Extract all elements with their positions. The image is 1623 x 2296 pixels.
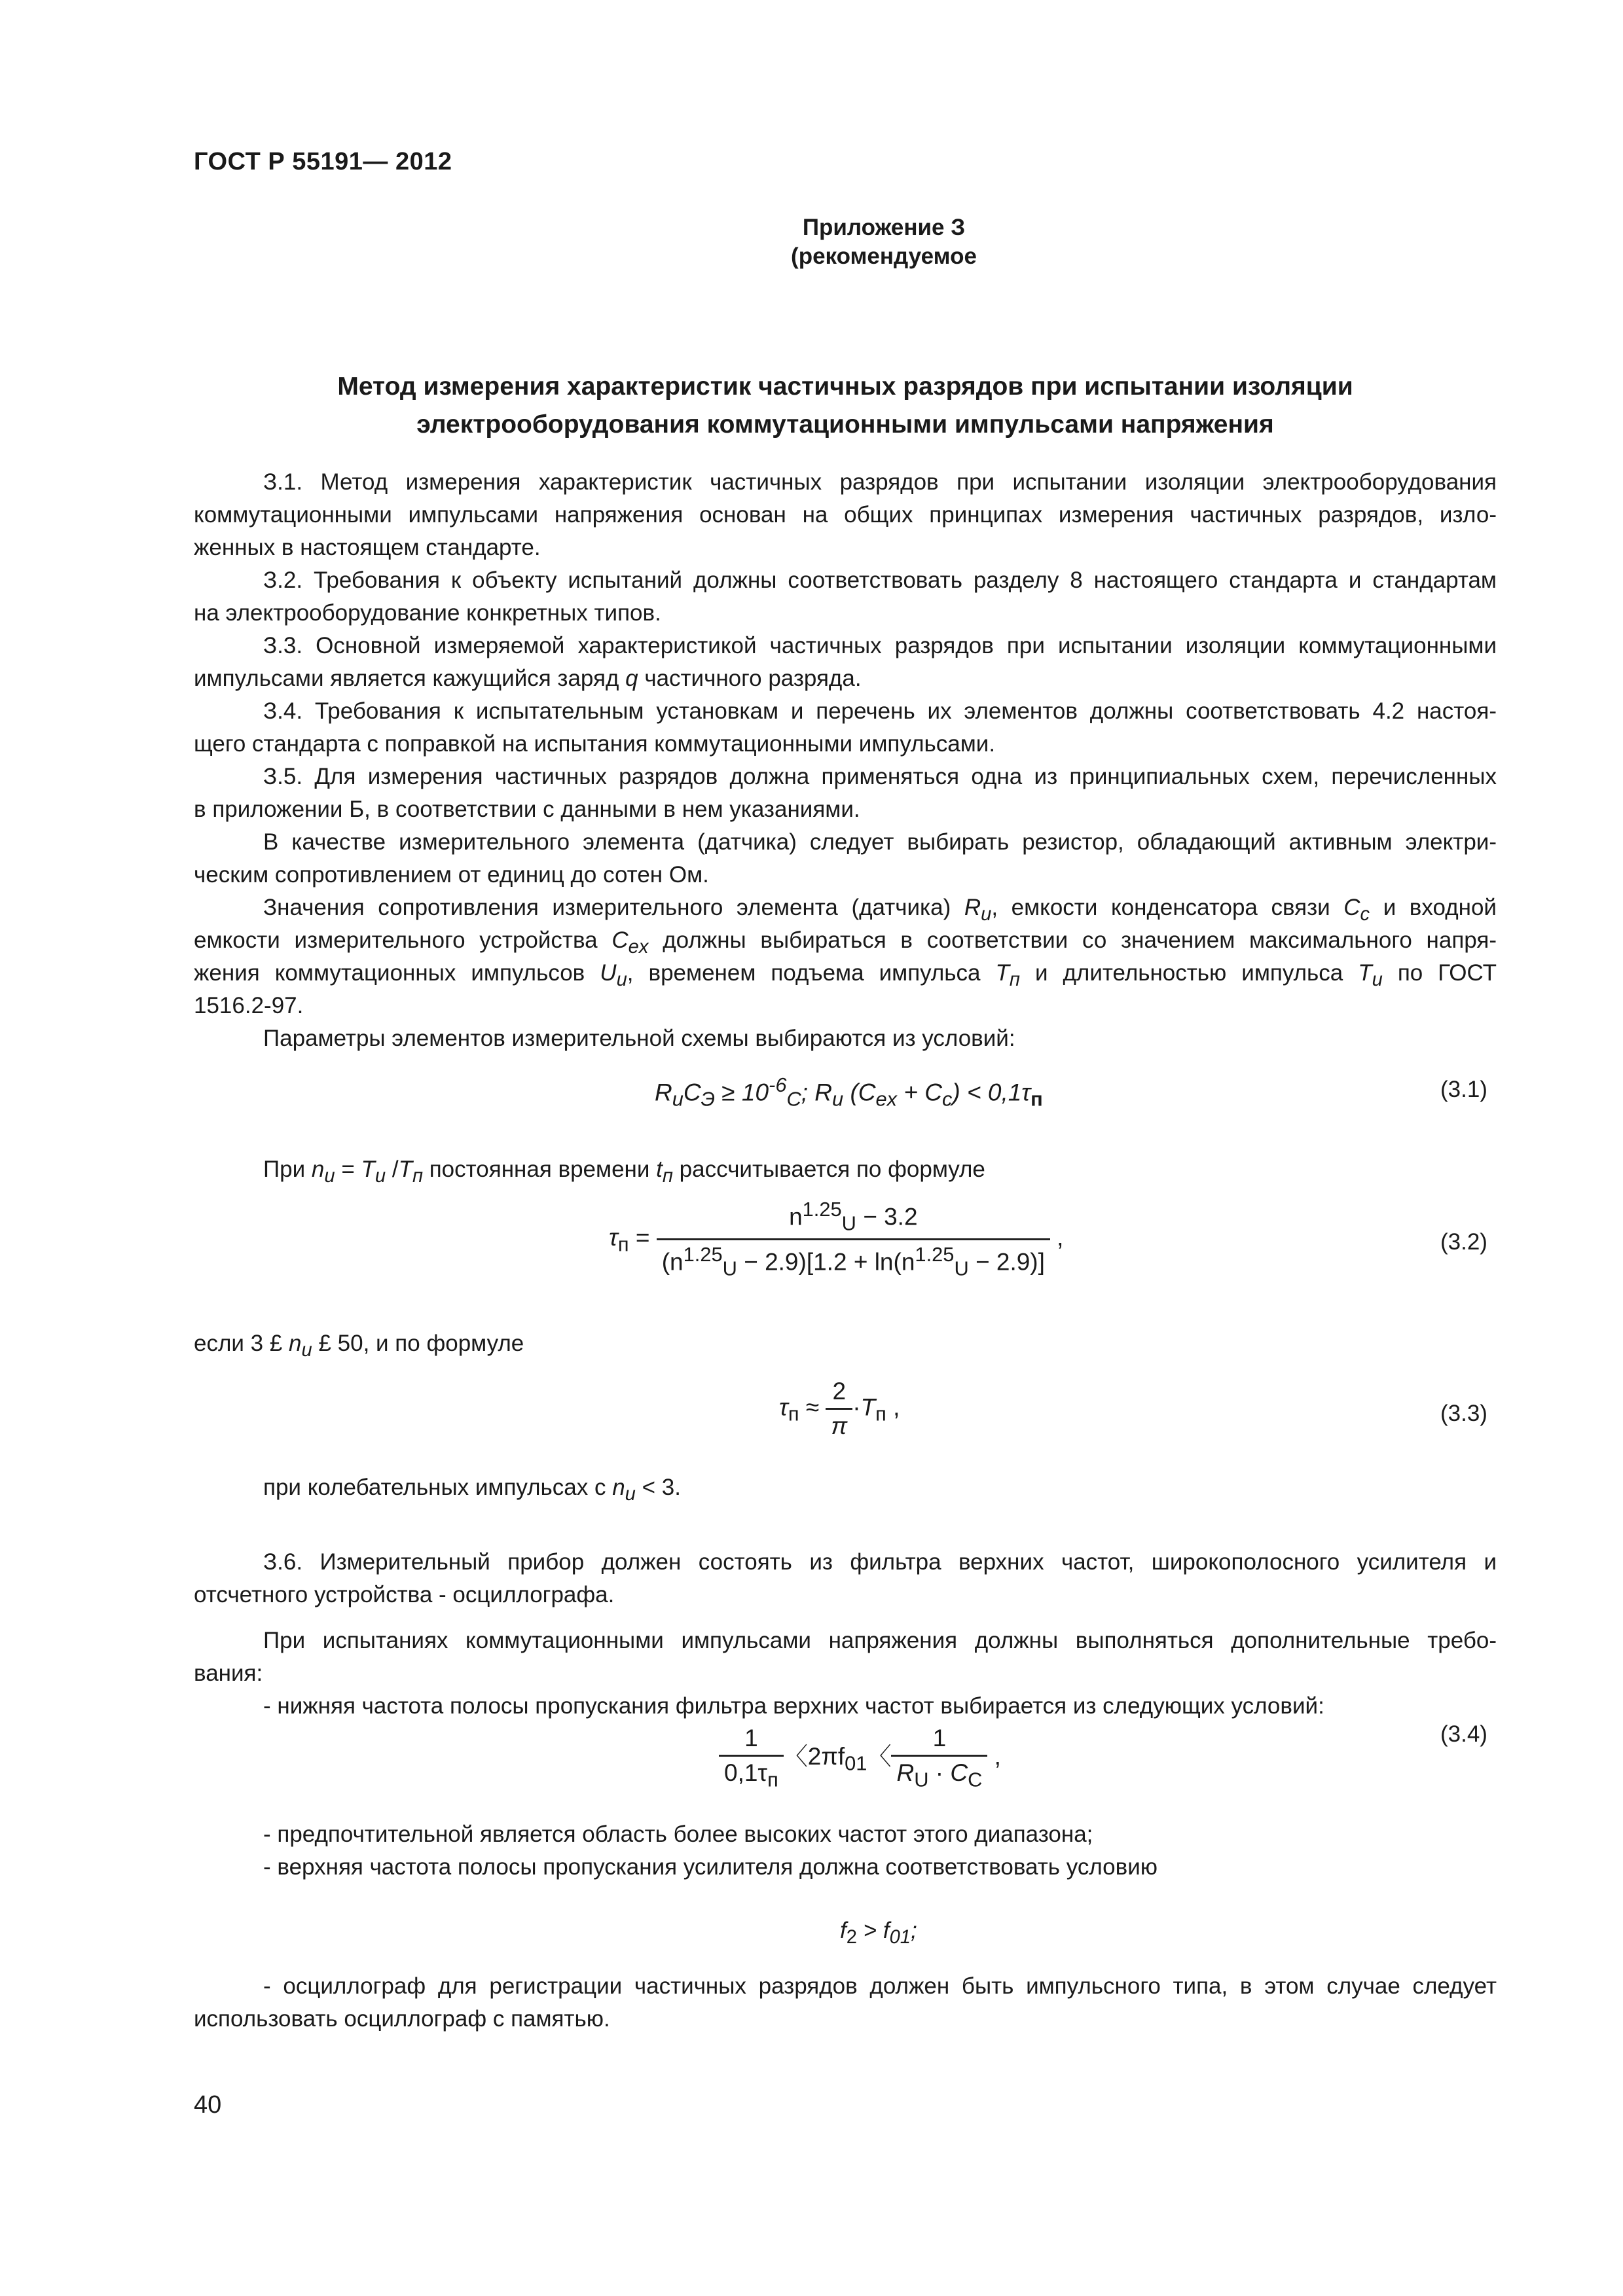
symbol-subscript: п [412, 1166, 423, 1187]
formula-sup: 1.25 [915, 1242, 955, 1266]
symbol: T [398, 1157, 412, 1182]
text-run: должны выбираться в соответствии со значением максимального напря- [663, 927, 1497, 953]
text-line [194, 1153, 1497, 1186]
formula-sub: U [954, 1257, 969, 1280]
formula-sup: 1.25 [802, 1198, 842, 1221]
formula-part: R [896, 1759, 915, 1786]
text-line [194, 1471, 1497, 1504]
formula-sup: -6 [769, 1073, 787, 1096]
symbol: T [995, 960, 1010, 986]
text-run: При [263, 1157, 306, 1182]
formula-sub: U [914, 1768, 929, 1791]
symbol-subscript: u [374, 1166, 386, 1187]
formula-3-3 [779, 1378, 900, 1440]
paragraph-oscillating [194, 1471, 1497, 1504]
formula-sub: 01 [845, 1751, 867, 1775]
formula-part: n [789, 1203, 803, 1230]
formula-part: R [655, 1079, 672, 1106]
formula-part: ; R [801, 1079, 833, 1106]
formula-sub: п [1030, 1087, 1043, 1111]
text-run: по ГОСТ [1397, 960, 1497, 986]
formula-part: 〈 [867, 1742, 892, 1770]
symbol-subscript: c [1360, 904, 1370, 925]
fraction [719, 1725, 784, 1791]
formula-part: ≈ [799, 1393, 826, 1421]
paragraph-values [194, 891, 1497, 1022]
paragraph-3-2 [194, 564, 1497, 630]
formula-part: C [950, 1759, 968, 1786]
symbol: n [289, 1331, 302, 1356]
text-run: импульсами является кажущийся заряд [194, 666, 619, 691]
formula-sub: 01 [889, 1927, 911, 1948]
text-line: З.2. Требования к объекту испытаний должны соответствовать разделу 8 настоящего стандарта и стандартам [263, 567, 1497, 593]
fraction-denominator [657, 1240, 1050, 1281]
fraction [826, 1378, 852, 1440]
symbol-subscript: u [981, 904, 992, 925]
text-run: если 3 £ [194, 1331, 289, 1356]
symbol-subscript: п [662, 1166, 673, 1187]
text-line [194, 924, 1497, 957]
text-run: емкости измерительного устройства [194, 927, 598, 953]
list-item: - предпочтительной является область более высоких частот этого диапазона; [263, 1821, 1093, 1847]
formula-sub: п [767, 1768, 778, 1791]
formula-part: > f [856, 1918, 890, 1943]
equation-number: (3.4) [1440, 1721, 1487, 1747]
text-run: , временем подъема импульса [627, 960, 981, 986]
equation-number: (3.3) [1440, 1401, 1487, 1426]
formula-part: , [886, 1393, 900, 1421]
formula-part: (n [661, 1248, 684, 1276]
text-line: щего стандарта с поправкой на испытания коммутационными импульсами. [194, 731, 996, 757]
formula-sub: ex [875, 1087, 898, 1111]
section-title [194, 368, 1497, 444]
text-line: в приложении Б, в соответствии с данными в нем указаниями. [194, 797, 860, 822]
paragraph-if [194, 1327, 1497, 1360]
list-item: - нижняя частота полосы пропускания фильтра верхних частот выбирается из следующих условий: [263, 1693, 1324, 1719]
text-run: жения коммутационных импульсов [194, 960, 585, 986]
symbol: C [611, 927, 629, 953]
formula-part: 0,1τ [724, 1759, 768, 1786]
text-line: З.5. Для измерения частичных разрядов должна применяться одна из принципиальных схем, перечисленных [263, 764, 1497, 789]
symbol: R [964, 895, 981, 920]
section-title-line: Метод измерения характеристик частичных разрядов при испытании изоляции [337, 372, 1353, 401]
fraction-numerator: 1 [719, 1725, 784, 1757]
formula-part: ; [911, 1918, 917, 1943]
text-line [194, 1327, 1497, 1360]
text-line: женных в настоящем стандарте. [194, 535, 541, 560]
text-run: и входной [1383, 895, 1497, 920]
formula-part: + C [897, 1079, 942, 1106]
section-title-line: электрооборудования коммутационными импульсами напряжения [416, 410, 1274, 439]
text-line: З.6. Измерительный прибор должен состоять из фильтра верхних частот, широкополосного усилителя и [263, 1549, 1497, 1575]
paragraph-when [194, 1153, 1497, 1186]
text-line: вания: [194, 1660, 263, 1686]
formula-part: , [987, 1742, 1001, 1770]
formula-sub: u [672, 1087, 684, 1111]
formula-sub: C [786, 1087, 801, 1111]
text-line: При испытаниях коммутационными импульсами напряжения должны выполняться дополнительные требо- [263, 1628, 1497, 1653]
text-run: , емкости конденсатора связи [991, 895, 1330, 920]
symbol: T [361, 1157, 375, 1182]
fraction-numerator [657, 1198, 1050, 1240]
formula-sub: u [832, 1087, 844, 1111]
symbol-subscript: u [616, 969, 627, 990]
formula-part: τ [779, 1393, 788, 1421]
symbol: T [1358, 960, 1372, 986]
fraction [657, 1198, 1050, 1280]
paragraph-params [194, 1022, 1497, 1055]
paragraph-3-1 [194, 466, 1497, 564]
paragraph-3-4 [194, 695, 1497, 761]
formula-part: (C [843, 1079, 876, 1106]
text-line [194, 662, 1497, 695]
formula-part: ) < 0,1τ [952, 1079, 1031, 1106]
formula-part: · [928, 1759, 951, 1786]
equation-number: (3.2) [1440, 1229, 1487, 1255]
charge-symbol: q [625, 666, 638, 691]
formula-3-1 [655, 1073, 1043, 1111]
text-line: З.3. Основной измеряемой характеристикой частичных разрядов при испытании изоляции коммутационными [263, 633, 1497, 658]
paragraph-bullets [194, 1818, 1497, 1884]
fraction-numerator: 1 [891, 1725, 987, 1757]
paragraph-oscilloscope [194, 1970, 1497, 2036]
paragraph-3-3 [194, 630, 1497, 695]
fraction-denominator [891, 1757, 987, 1791]
formula-part: C [683, 1079, 701, 1106]
text-line: использовать осциллограф с памятью. [194, 2006, 610, 2032]
formula-part: T [860, 1393, 876, 1421]
text-run: постоянная времени [423, 1157, 657, 1182]
text-run: при колебательных импульсах с [263, 1475, 613, 1500]
text-run: Значения сопротивления измерительного элемента (датчика) [263, 895, 951, 920]
formula-sup: 1.25 [683, 1242, 723, 1266]
fraction-denominator: π [831, 1412, 848, 1439]
fraction-denominator [719, 1757, 784, 1791]
text-line: на электрооборудование конкретных типов. [194, 600, 661, 626]
text-line: коммутационными импульсами напряжения основан на общих принципах измерения частичных разрядов, изло- [194, 502, 1497, 528]
symbol: n [311, 1157, 325, 1182]
text-line: ческим сопротивлением от единиц до сотен Ом. [194, 862, 709, 888]
page-number: 40 [194, 2091, 222, 2119]
formula-3-4 [719, 1725, 1001, 1791]
formula-sub: п [788, 1402, 799, 1426]
text-run: < 3. [635, 1475, 681, 1500]
document-standard-id: ГОСТ Р 55191— 2012 [194, 148, 452, 175]
formula-part: − 3.2 [856, 1203, 918, 1230]
formula-sub: п [875, 1402, 886, 1426]
text-line: З.4. Требования к испытательным установкам и перечень их элементов должны соответствовать 4.2 настоя- [263, 698, 1497, 724]
text-line: Параметры элементов измерительной схемы выбираются из условий: [263, 1026, 1015, 1051]
formula-frequency-condition [840, 1918, 917, 1948]
formula-sub: c [941, 1087, 953, 1111]
text-line: отсчетного устройства - осциллографа. [194, 1582, 615, 1607]
formula-part: 〈2πf [783, 1742, 845, 1770]
appendix-status: (рекомендуемое [791, 243, 977, 269]
symbol-subscript: u [625, 1484, 636, 1505]
fraction [891, 1725, 987, 1791]
formula-part: − 2.9)[1.2 + ln(n [737, 1248, 915, 1276]
text-run: = [335, 1157, 361, 1182]
text-line: 1516.2-97. [194, 993, 304, 1018]
text-line [194, 891, 1497, 924]
symbol-subscript: u [301, 1340, 312, 1361]
symbol-subscript: ex [628, 937, 649, 958]
formula-part: ≥ 10 [715, 1079, 769, 1106]
formula-part: · [852, 1393, 861, 1421]
symbol: n [612, 1475, 625, 1500]
paragraph-requirements [194, 1624, 1497, 1723]
formula-part: − 2.9)] [968, 1248, 1045, 1276]
list-item: - верхняя частота полосы пропускания усилителя должна соответствовать условию [263, 1854, 1158, 1880]
formula-part: τ [609, 1224, 618, 1251]
text-run: и длительностью импульса [1034, 960, 1343, 986]
formula-sub: 2 [846, 1927, 857, 1948]
paragraph-sensor [194, 826, 1497, 891]
text-line: З.1. Метод измерения характеристик частичных разрядов при испытании изоляции электрооборудования [263, 469, 1497, 495]
text-run: рассчитывается по формуле [672, 1157, 985, 1182]
formula-part: = [629, 1224, 650, 1251]
formula-sub: U [841, 1211, 856, 1235]
formula-part: f [840, 1918, 847, 1943]
text-run: £ 50, и по формуле [312, 1331, 524, 1356]
paragraph-3-5 [194, 761, 1497, 826]
text-line [194, 957, 1497, 990]
formula-part: , [1049, 1224, 1064, 1251]
formula-sub: Э [701, 1087, 716, 1111]
text-run: / [386, 1157, 399, 1182]
formula-sub: U [722, 1257, 737, 1280]
formula-sub: C [968, 1768, 983, 1791]
paragraph-3-6 [194, 1546, 1497, 1611]
text-line: В качестве измерительного элемента (датчика) следует выбирать резистор, обладающий активным электри- [263, 829, 1497, 855]
fraction-numerator: 2 [826, 1378, 852, 1410]
symbol-subscript: u [324, 1166, 335, 1187]
formula-sub: п [617, 1232, 629, 1256]
list-item: - осциллограф для регистрации частичных разрядов должен быть импульсного типа, в этом случае следует [263, 1973, 1497, 1999]
appendix-label: Приложение З [802, 215, 966, 240]
symbol: t [656, 1157, 663, 1182]
text-run: частичного разряда. [644, 666, 862, 691]
symbol: C [1343, 895, 1360, 920]
equation-number: (3.1) [1440, 1077, 1487, 1102]
symbol-subscript: п [1009, 969, 1020, 990]
formula-3-2 [609, 1198, 1063, 1280]
symbol: U [600, 960, 617, 986]
symbol-subscript: u [1372, 969, 1383, 990]
